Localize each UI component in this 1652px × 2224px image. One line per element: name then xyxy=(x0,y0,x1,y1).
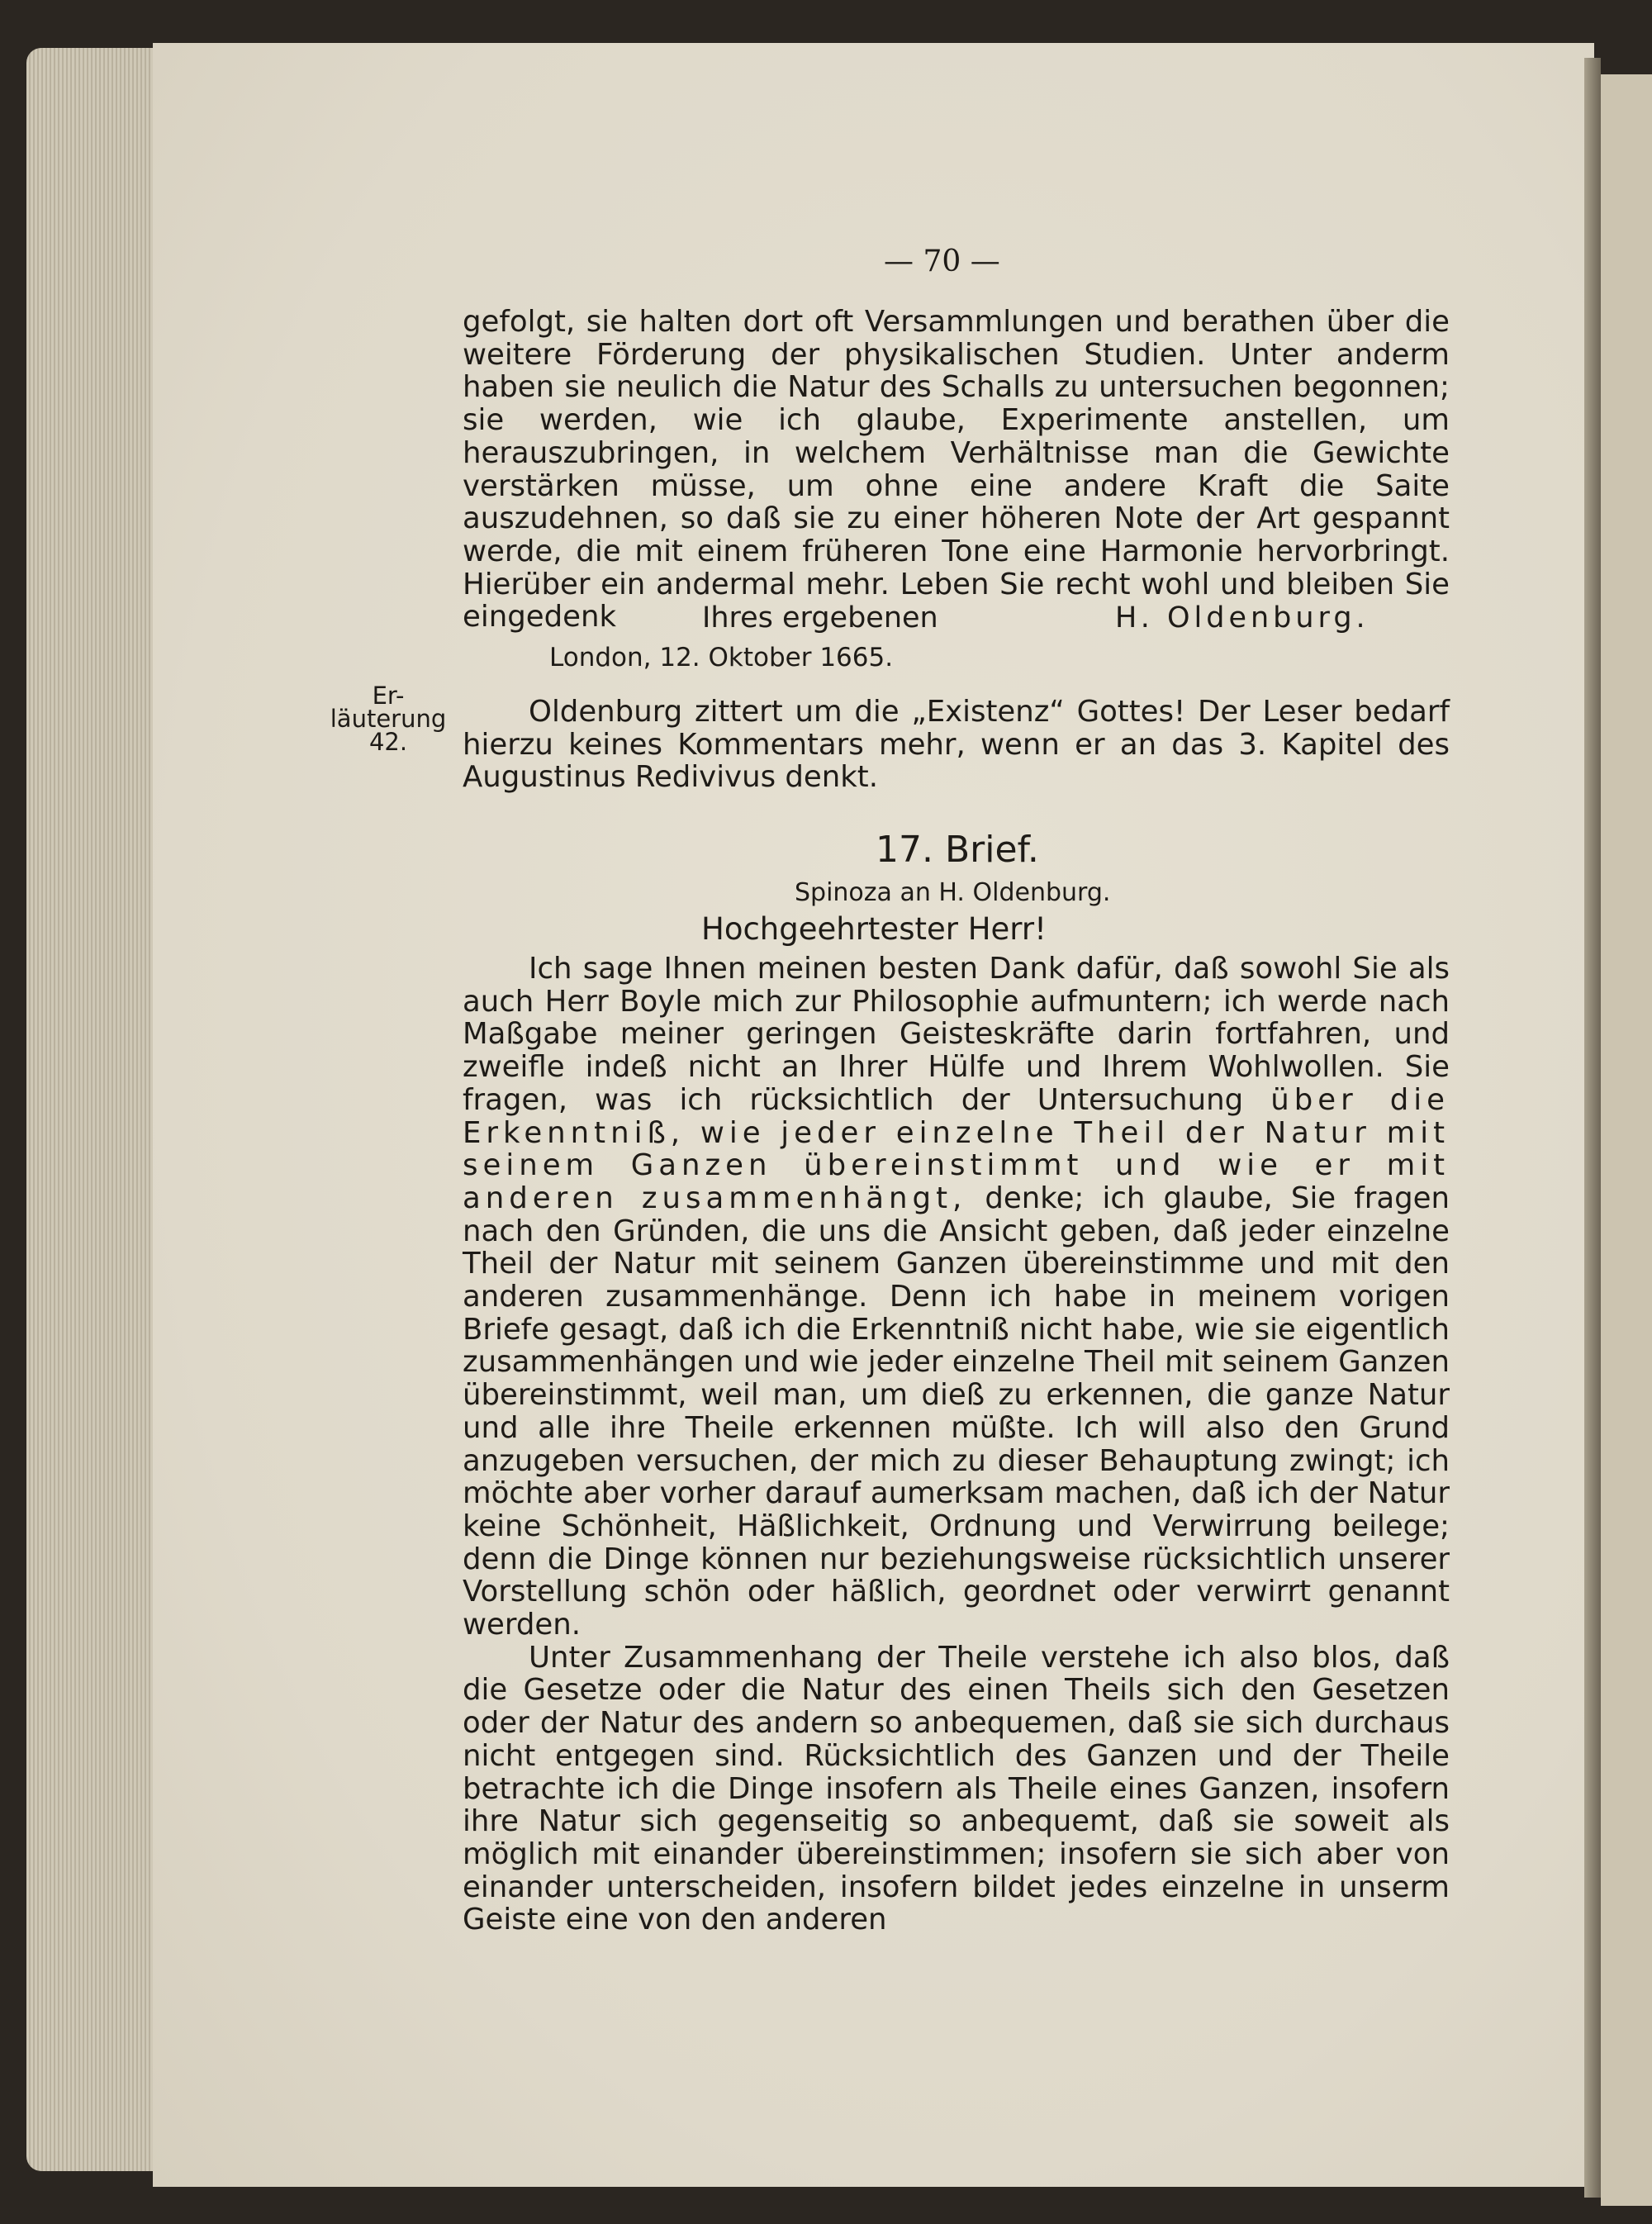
letter-end-paragraph: gefolgt, sie halten dort oft Versammlungen und berathen über die weitere Förderung der physikalischen Studien. Unter anderm haben sie neulich die Natur des Schalls zu untersuchen begonnen; sie werden, wie ich glaube, Experimente anstellen, um herauszubringen, in welchem Verhältnisse man die Gewichte verstärken müsse, um ohne eine andere Kraft die Saite auszudehnen, so daß sie zu einer höheren Note der Art gespannt werde, die mit einem früheren Tone eine Harmonie hervorbringt. Hierüber ein andermal mehr. Leben Sie recht wohl und bleiben Sie eingedenk xyxy=(463,305,1450,634)
margin-note-label-line1: Er- xyxy=(372,682,405,710)
letter-paragraph-2: Unter Zusammenhang der Theile verstehe ich also blos, daß die Gesetze oder die Natur des einen Theils sich den Gesetzen oder der Natur des andern so anbequemen, daß sie sich durchaus nicht entgegen sind. Rücksichtlich des Ganzen und der Theile betrachte ich die Dinge insofern als Theile eines Ganzen, insofern ihre Natur sich gegenseitig so anbequemt, daß sie soweit als möglich mit einander übereinstimmen; insofern sie sich aber von einander unterscheiden, insofern bildet jedes einzelne in unserm Geiste eine von den anderen xyxy=(463,1640,1450,1937)
signature: H. Oldenburg. xyxy=(1115,601,1370,634)
erlaeuterung-paragraph: Oldenburg zittert um die „Existenz“ Gottes! Der Leser bedarf hierzu keines Kommentars mehr, wenn er an das 3. Kapitel des Augustinus Redivivus denkt. xyxy=(463,695,1450,795)
closing-line xyxy=(702,601,1429,634)
place-date: London, 12. Oktober 1665. xyxy=(549,643,894,672)
page-edges xyxy=(26,48,167,2171)
paragraph-1-end: denke; ich glaube, Sie fragen nach den Gründen, die uns die Ansicht geben, daß jeder einzelne Theil der Natur mit seinem Ganzen übereinstimme und mit den anderen zusammenhänge. Denn ich habe in meinem vorigen Briefe gesagt, daß ich die Erkenntniß nicht habe, wie sie eigentlich zusammenhängen und wie jeder einzelne Theil mit seinem Ganzen übereinstimmt, weil man, um dieß zu erkennen, die ganze Natur und alle ihre Theile erkennen müßte. Ich will also den Grund anzugeben versuchen, der mich zu dieser Behauptung zwingt; ich möchte aber vorher darauf aumerksam machen, daß ich der Natur keine Schönheit, Häßlichkeit, Ordnung und Verwirrung beilege; denn die Dinge können nur beziehungsweise rücksichtlich unserer Vorstellung schön oder häßlich, geordnet oder verwirrt genannt werden. xyxy=(463,1181,1450,1642)
letter-salutation: Hochgeehrtester Herr! xyxy=(701,911,1047,947)
letter-paragraph-1 xyxy=(463,953,1450,1642)
margin-note-label-line2: läuterung xyxy=(330,705,447,733)
erlaeuterung-block xyxy=(463,696,1450,794)
next-page-edge xyxy=(1601,74,1652,2206)
margin-note xyxy=(314,682,463,756)
letter-heading: 17. Brief. xyxy=(876,829,1039,871)
paragraph-1-spaced-emphasis: über die Erkenntniß, wie jeder einzelne Theil der Natur mit seinem Ganzen übereinstimmt und wie er mit anderen zusammenhängt, xyxy=(463,1082,1450,1215)
closing-formula: Ihres ergebenen xyxy=(702,601,938,634)
paragraph-1-start: Ich sage Ihnen meinen besten Dank dafür, daß sowohl Sie als auch Herr Boyle mich zur Philosophie aufmuntern; ich werde nach Maßgabe meiner geringen Geisteskräfte darin fortfahren, und zweifle indeß nicht an Ihrer Hülfe und Ihrem Wohlwollen. Sie fragen, was ich rücksichtlich der Untersuchung xyxy=(463,952,1450,1117)
book-gutter xyxy=(1584,58,1601,2198)
margin-note-number: 42. xyxy=(368,728,408,756)
letter-end-block xyxy=(463,306,1450,634)
letter-address: Spinoza an H. Oldenburg. xyxy=(795,878,1111,907)
page-number: — 70 — xyxy=(884,245,1000,278)
letter-body xyxy=(463,953,1450,1936)
